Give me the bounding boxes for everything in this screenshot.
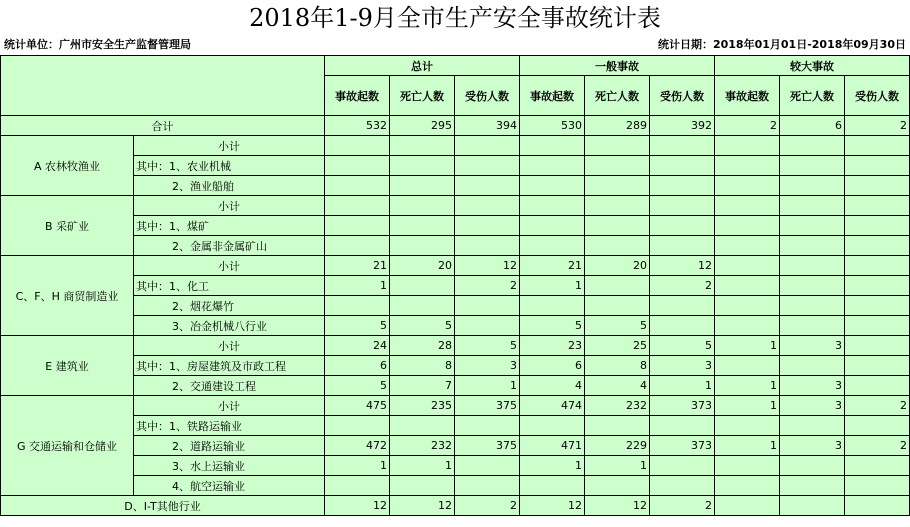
table-row <box>1 316 910 336</box>
value-cell <box>650 156 715 176</box>
value-cell <box>520 136 585 156</box>
table-row <box>1 136 910 156</box>
value-cell <box>390 136 455 156</box>
value-cell <box>325 156 390 176</box>
value-cell <box>715 276 780 296</box>
value-cell: 235 <box>390 396 455 416</box>
value-cell: 25 <box>585 336 650 356</box>
value-cell <box>780 316 845 336</box>
value-cell: 5 <box>520 316 585 336</box>
table-row <box>1 296 910 316</box>
subcategory-label: 其中：1、房屋建筑及市政工程 <box>134 356 325 376</box>
table-row <box>1 176 910 196</box>
value-cell: 2 <box>455 496 520 516</box>
value-cell: 4 <box>520 376 585 396</box>
value-cell <box>650 176 715 196</box>
value-cell <box>715 296 780 316</box>
value-cell <box>585 236 650 256</box>
subcategory-label: 4、航空运输业 <box>134 476 325 496</box>
other-industries-row <box>1 496 910 516</box>
value-cell <box>715 176 780 196</box>
value-cell <box>845 476 910 496</box>
value-cell: 475 <box>325 396 390 416</box>
value-cell: 1 <box>325 456 390 476</box>
value-cell <box>520 476 585 496</box>
value-cell <box>585 216 650 236</box>
value-cell: 6 <box>520 356 585 376</box>
table-row <box>1 396 910 416</box>
value-cell: 12 <box>520 496 585 516</box>
value-cell <box>845 316 910 336</box>
value-cell: 2 <box>650 496 715 516</box>
value-cell: 12 <box>325 496 390 516</box>
value-cell <box>780 356 845 376</box>
total-label: 合计 <box>1 116 325 136</box>
value-cell: 5 <box>325 376 390 396</box>
value-cell: 394 <box>455 116 520 136</box>
value-cell <box>780 216 845 236</box>
value-cell: 2 <box>845 396 910 416</box>
table-row <box>1 216 910 236</box>
subcategory-label: 其中：1、化工 <box>134 276 325 296</box>
value-cell <box>650 296 715 316</box>
value-cell: 375 <box>455 396 520 416</box>
value-cell: 474 <box>520 396 585 416</box>
value-cell <box>715 236 780 256</box>
subcategory-label: 2、烟花爆竹 <box>134 296 325 316</box>
value-cell: 1 <box>715 376 780 396</box>
value-cell <box>845 276 910 296</box>
value-cell: 5 <box>650 336 715 356</box>
value-cell <box>325 416 390 436</box>
value-cell <box>390 416 455 436</box>
subcategory-label: 其中：1、煤矿 <box>134 216 325 236</box>
other-industries-label: D、I-T其他行业 <box>1 496 325 516</box>
value-cell <box>325 176 390 196</box>
value-cell <box>715 356 780 376</box>
value-cell: 232 <box>585 396 650 416</box>
subcategory-label: 其中：1、铁路运输业 <box>134 416 325 436</box>
value-cell <box>780 256 845 276</box>
value-cell <box>520 236 585 256</box>
value-cell <box>325 296 390 316</box>
value-cell <box>845 196 910 216</box>
statistics-unit: 统计单位：广州市安全生产监督管理局 <box>4 38 191 51</box>
report-title: 2018年1-9月全市生产安全事故统计表 <box>249 4 661 32</box>
column-header: 死亡人数 <box>780 76 845 116</box>
table-row <box>1 156 910 176</box>
subcategory-label: 2、道路运输业 <box>134 436 325 456</box>
value-cell: 1 <box>650 376 715 396</box>
table-row <box>1 276 910 296</box>
value-cell <box>585 476 650 496</box>
value-cell <box>390 476 455 496</box>
value-cell: 2 <box>455 276 520 296</box>
value-cell: 21 <box>520 256 585 276</box>
value-cell: 1 <box>715 336 780 356</box>
value-cell: 6 <box>325 356 390 376</box>
value-cell <box>455 316 520 336</box>
value-cell <box>455 456 520 476</box>
value-cell <box>390 236 455 256</box>
table-row <box>1 376 910 396</box>
value-cell <box>650 216 715 236</box>
value-cell <box>650 136 715 156</box>
value-cell <box>650 476 715 496</box>
value-cell <box>585 416 650 436</box>
subcategory-label: 3、冶金机械八行业 <box>134 316 325 336</box>
value-cell: 3 <box>780 336 845 356</box>
value-cell <box>780 136 845 156</box>
subtotal-label: 小计 <box>134 256 325 276</box>
value-cell: 8 <box>585 356 650 376</box>
value-cell: 5 <box>325 316 390 336</box>
table-row <box>1 336 910 356</box>
value-cell <box>455 176 520 196</box>
value-cell <box>455 216 520 236</box>
column-header: 事故起数 <box>520 76 585 116</box>
value-cell: 229 <box>585 436 650 456</box>
value-cell <box>390 276 455 296</box>
value-cell <box>715 496 780 516</box>
value-cell: 24 <box>325 336 390 356</box>
table-row <box>1 236 910 256</box>
value-cell <box>520 416 585 436</box>
value-cell <box>845 336 910 356</box>
value-cell: 392 <box>650 116 715 136</box>
value-cell <box>650 236 715 256</box>
value-cell: 1 <box>455 376 520 396</box>
value-cell <box>715 256 780 276</box>
value-cell <box>650 196 715 216</box>
subcategory-label: 2、交通建设工程 <box>134 376 325 396</box>
value-cell <box>520 216 585 236</box>
value-cell: 3 <box>780 436 845 456</box>
value-cell <box>845 236 910 256</box>
value-cell: 2 <box>650 276 715 296</box>
group-header-major: 较大事故 <box>715 56 910 76</box>
subtotal-label: 小计 <box>134 396 325 416</box>
value-cell: 1 <box>520 456 585 476</box>
column-header: 事故起数 <box>715 76 780 116</box>
value-cell <box>585 156 650 176</box>
column-header: 受伤人数 <box>845 76 910 116</box>
value-cell: 8 <box>390 356 455 376</box>
value-cell: 232 <box>390 436 455 456</box>
subtotal-label: 小计 <box>134 336 325 356</box>
value-cell <box>455 196 520 216</box>
value-cell <box>845 256 910 276</box>
column-header: 事故起数 <box>325 76 390 116</box>
value-cell: 472 <box>325 436 390 456</box>
value-cell <box>585 276 650 296</box>
table-row <box>1 476 910 496</box>
column-header: 死亡人数 <box>390 76 455 116</box>
value-cell: 12 <box>390 496 455 516</box>
subcategory-label: 2、渔业船舶 <box>134 176 325 196</box>
value-cell: 375 <box>455 436 520 456</box>
value-cell <box>585 176 650 196</box>
subtotal-label: 小计 <box>134 136 325 156</box>
value-cell <box>455 236 520 256</box>
value-cell <box>585 196 650 216</box>
value-cell <box>325 196 390 216</box>
value-cell <box>845 416 910 436</box>
value-cell: 3 <box>780 396 845 416</box>
value-cell <box>715 456 780 476</box>
value-cell <box>845 356 910 376</box>
value-cell <box>845 176 910 196</box>
value-cell: 1 <box>585 456 650 476</box>
value-cell <box>585 296 650 316</box>
value-cell <box>520 296 585 316</box>
accident-statistics-table <box>0 55 910 516</box>
value-cell <box>650 416 715 436</box>
value-cell <box>780 296 845 316</box>
subcategory-label: 3、水上运输业 <box>134 456 325 476</box>
value-cell: 373 <box>650 396 715 416</box>
value-cell <box>845 296 910 316</box>
subcategory-label: 其中：1、农业机械 <box>134 156 325 176</box>
value-cell <box>845 496 910 516</box>
value-cell: 6 <box>780 116 845 136</box>
value-cell <box>845 456 910 476</box>
table-row <box>1 416 910 436</box>
value-cell: 21 <box>325 256 390 276</box>
industry-category: A 农林牧渔业 <box>1 136 134 196</box>
value-cell: 373 <box>650 436 715 456</box>
statistics-date: 统计日期：2018年01月01日-2018年09月30日 <box>657 38 906 51</box>
value-cell: 1 <box>325 276 390 296</box>
value-cell <box>715 136 780 156</box>
value-cell: 5 <box>455 336 520 356</box>
header-blank <box>1 56 325 116</box>
industry-category: E 建筑业 <box>1 336 134 396</box>
value-cell <box>780 196 845 216</box>
value-cell <box>390 196 455 216</box>
value-cell: 3 <box>780 376 845 396</box>
value-cell: 12 <box>650 256 715 276</box>
value-cell <box>780 456 845 476</box>
value-cell: 471 <box>520 436 585 456</box>
value-cell <box>390 296 455 316</box>
value-cell: 20 <box>585 256 650 276</box>
table-row <box>1 196 910 216</box>
value-cell <box>520 156 585 176</box>
value-cell <box>650 456 715 476</box>
value-cell <box>455 476 520 496</box>
value-cell <box>715 216 780 236</box>
value-cell: 2 <box>845 436 910 456</box>
value-cell <box>780 476 845 496</box>
total-row <box>1 116 910 136</box>
value-cell <box>325 476 390 496</box>
value-cell <box>520 196 585 216</box>
industry-category: B 采矿业 <box>1 196 134 256</box>
value-cell: 20 <box>390 256 455 276</box>
group-header-general: 一般事故 <box>520 56 715 76</box>
value-cell <box>780 156 845 176</box>
value-cell <box>325 136 390 156</box>
value-cell: 23 <box>520 336 585 356</box>
value-cell <box>715 476 780 496</box>
column-header: 受伤人数 <box>650 76 715 116</box>
table-row <box>1 436 910 456</box>
group-header-total: 总计 <box>325 56 520 76</box>
value-cell: 530 <box>520 116 585 136</box>
value-cell: 289 <box>585 116 650 136</box>
value-cell <box>715 156 780 176</box>
value-cell <box>845 136 910 156</box>
table-row <box>1 256 910 276</box>
table-row <box>1 456 910 476</box>
value-cell <box>780 276 845 296</box>
value-cell: 4 <box>585 376 650 396</box>
value-cell <box>780 416 845 436</box>
value-cell <box>390 176 455 196</box>
value-cell <box>780 496 845 516</box>
value-cell <box>455 156 520 176</box>
column-header: 死亡人数 <box>585 76 650 116</box>
value-cell: 2 <box>845 116 910 136</box>
industry-category: G 交通运输和仓储业 <box>1 396 134 496</box>
value-cell <box>455 136 520 156</box>
value-cell <box>715 416 780 436</box>
value-cell: 1 <box>715 436 780 456</box>
value-cell <box>455 416 520 436</box>
header-group-row <box>1 56 910 76</box>
value-cell <box>325 216 390 236</box>
value-cell <box>390 216 455 236</box>
value-cell: 12 <box>455 256 520 276</box>
value-cell: 7 <box>390 376 455 396</box>
value-cell: 2 <box>715 116 780 136</box>
value-cell: 3 <box>650 356 715 376</box>
value-cell <box>520 176 585 196</box>
value-cell: 28 <box>390 336 455 356</box>
value-cell <box>845 376 910 396</box>
value-cell: 3 <box>455 356 520 376</box>
value-cell <box>845 216 910 236</box>
industry-category: C、F、H 商贸制造业 <box>1 256 134 336</box>
value-cell: 295 <box>390 116 455 136</box>
subtotal-label: 小计 <box>134 196 325 216</box>
value-cell: 1 <box>390 456 455 476</box>
value-cell <box>455 296 520 316</box>
value-cell <box>585 136 650 156</box>
value-cell <box>715 316 780 336</box>
value-cell: 12 <box>585 496 650 516</box>
value-cell: 532 <box>325 116 390 136</box>
value-cell: 5 <box>585 316 650 336</box>
table-row <box>1 356 910 376</box>
value-cell: 1 <box>715 396 780 416</box>
value-cell <box>325 236 390 256</box>
value-cell <box>780 176 845 196</box>
value-cell <box>715 196 780 216</box>
value-cell <box>845 156 910 176</box>
value-cell: 5 <box>390 316 455 336</box>
value-cell: 1 <box>520 276 585 296</box>
subcategory-label: 2、金属非金属矿山 <box>134 236 325 256</box>
column-header: 受伤人数 <box>455 76 520 116</box>
value-cell <box>780 236 845 256</box>
value-cell <box>650 316 715 336</box>
value-cell <box>390 156 455 176</box>
